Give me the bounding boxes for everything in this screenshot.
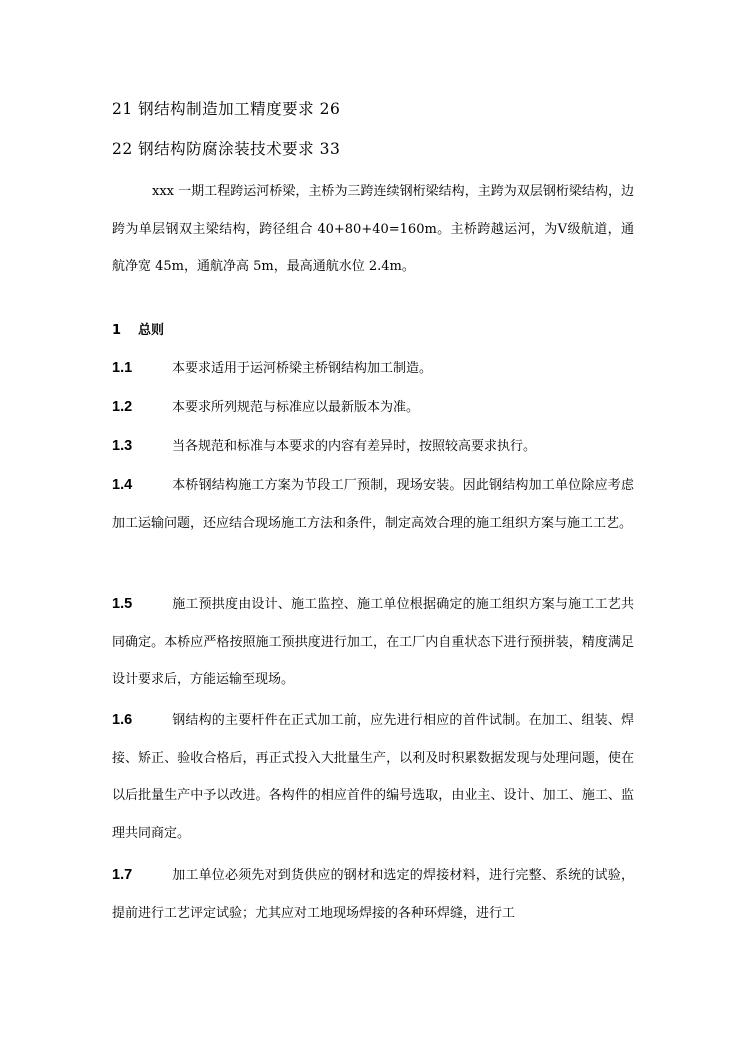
clause-1-6 [112, 702, 634, 852]
clause-text: 钢结构的主要杆件在正式加工前，应先进行相应的首件试制。在加工、组装、焊接、矫正、验收合格后，再正式投入大批量生产，以利及时积累数据发现与处理问题，使在以后批量生产中予以改进。各构件的相应首件的编号选取，由业主、设计、加工、施工、监理共同商定。 [112, 713, 634, 841]
clause-number: 1.5 [112, 596, 133, 612]
clause-1-1 [112, 350, 634, 388]
clause-number: 1.6 [112, 712, 133, 728]
clause-number: 1.4 [112, 477, 133, 493]
section-heading [112, 319, 164, 338]
clause-text: 本桥钢结构施工方案为节段工厂预制，现场安装。因此钢结构加工单位除应考虑加工运输问题，还应结合现场施工方法和条件，制定高效合理的施工组织方案与施工工艺。 [112, 478, 634, 531]
clause-text: 当各规范和标准与本要求的内容有差异时，按照较高要求执行。 [172, 439, 537, 454]
toc-entry[interactable]: 22 钢结构防腐涂装技术要求 33 [112, 140, 341, 158]
toc-entry[interactable]: 21 钢结构制造加工精度要求 26 [112, 100, 341, 118]
clause-1-2 [112, 389, 634, 427]
clause-1-4 [112, 467, 634, 542]
clause-number: 1.7 [112, 867, 133, 883]
clause-1-3 [112, 428, 634, 466]
clause-number: 1.3 [112, 438, 133, 454]
section-number: 1 [112, 323, 122, 338]
section-title: 总则 [138, 323, 165, 338]
clause-text: 本要求适用于运河桥梁主桥钢结构加工制造。 [172, 361, 433, 376]
intro-paragraph: xxx 一期工程跨运河桥梁，主桥为三跨连续钢桁梁结构，主跨为双层钢桁梁结构，边跨为单层钢双主梁结构，跨径组合 40+80+40=160m。主桥跨越运河，为Ⅴ级航道，通航净宽 45m，通航净高 5m，最高通航水位 2.4m。 [112, 184, 634, 274]
clause-number: 1.2 [112, 399, 133, 415]
clause-number: 1.1 [112, 360, 133, 376]
clause-text: 加工单位必须先对到货供应的钢材和选定的焊接材料，进行完整、系统的试验，提前进行工艺评定试验；尤其应对工地现场焊接的各种环焊缝，进行工 [112, 868, 634, 921]
clause-1-5 [112, 586, 634, 699]
clause-1-7 [112, 857, 634, 932]
clause-text: 本要求所列规范与标准应以最新版本为准。 [172, 400, 420, 415]
clause-text: 施工预拱度由设计、施工监控、施工单位根据确定的施工组织方案与施工工艺共同确定。本桥应严格按照施工预拱度进行加工，在工厂内自重状态下进行预拼装，精度满足设计要求后，方能运输至现场。 [112, 597, 634, 687]
